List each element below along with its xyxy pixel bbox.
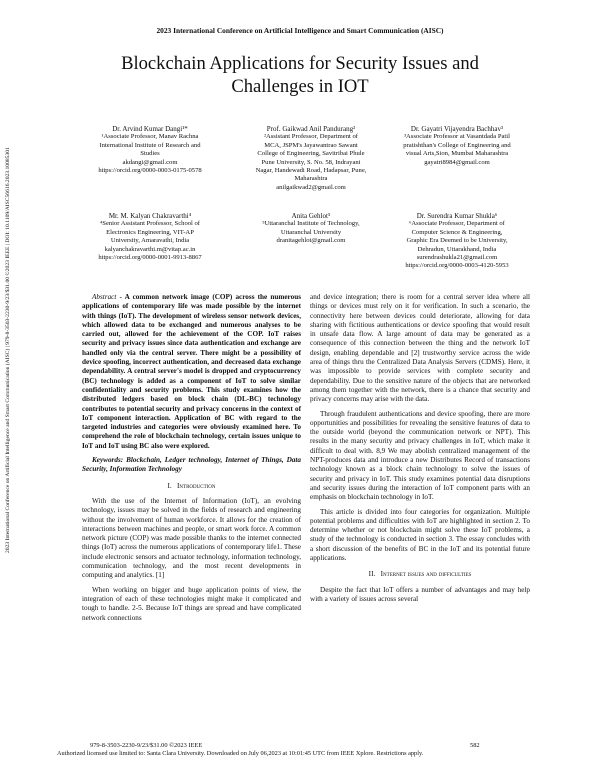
author-name: Anita Gehlot⁵ — [291, 212, 331, 220]
section-title: Introduction — [177, 481, 216, 490]
author-email: gayatri8984@gmail.com — [424, 158, 490, 166]
author-line: ¹Associate Professor, Manav Rachna — [101, 133, 199, 141]
abstract-label: Abstract — [92, 293, 117, 301]
author-email: surendrashukla21@gmail.com — [416, 254, 498, 262]
author-line: Graphic Era Deemed to be University, — [406, 237, 508, 245]
right-paragraph-3: This article is divided into four categories for organization. Multiple potential problems and difficulties with IoT are highlighted in section 2. To determine whether or not blockchain might solve these IoT problems, a study of the technology is conducted in section 3. The essay concludes with a short discussion of the benefits of BC in the IoT and its potential future applications. — [310, 507, 530, 563]
author-name: Dr. Surendra Kumar Shukla⁶ — [416, 212, 498, 220]
author-line: Nagar, Handewadi Road, Hadapsar, Pune, — [255, 167, 367, 175]
side-doi-strip: 2023 International Conference on Artificial Intelligence and Smart Communication (AISC) | 979-8-3503-2230-9/23/$31.00 ©2023 IEEE | DOI: 10.1109/AISC56616.2023.10085301 — [5, 147, 11, 553]
abstract — [82, 293, 301, 451]
title-line-1: Blockchain Applications for Security Issues and — [121, 53, 479, 74]
keywords-text: Blockchain, Ledger technology, Internet of Things, Data Security, Information Technology — [82, 456, 301, 474]
intro-paragraph-2: When working on bigger and huge application points of view, the integration of each of these technologies might make it complicated and tough to handle. 2-5. Because IoT things are spread and have complicated network connections — [82, 585, 301, 622]
author-block-1 — [70, 125, 230, 175]
author-block-2 — [236, 125, 386, 192]
author-line: ⁴Senior Assistant Professor, School of — [99, 220, 201, 228]
author-name: Dr. Arvind Kumar Dangi¹* — [112, 125, 188, 133]
author-line: Studies — [140, 150, 160, 158]
author-line: pratishthan's College of Engineering and — [403, 141, 511, 149]
author-line: International Institute of Research and — [99, 141, 201, 149]
author-name: Prof. Gaikwad Anil Pandurang² — [266, 125, 356, 133]
download-notice: Authorized licensed use limited to: Santa Clara University. Downloaded on July 06,2023 at 10:01:45 UTC from IEEE Xplore. Restrictions apply. — [57, 750, 424, 757]
author-email: kalyanchakravarthi.m@vitap.ac.in — [104, 245, 196, 253]
right-column — [310, 293, 530, 609]
author-orcid: https://orcid.org/0000-0003-0175-0578 — [98, 167, 202, 175]
author-line: ³Associate Professor at Vasantdada Patil — [404, 133, 510, 141]
section-title: Internet issues and difficulties — [380, 570, 472, 579]
intro-paragraph-1: With the use of the Internet of Information (IoT), an evolving technology, issues may be solved in the fields of research and engineering without the involvement of human workforce. It allows for the creation of interactions between machines and people, or smart work force. A common network picture (COP) was made possible thanks to the internet connected things (IoT) across the numerous applications of contemporary life1. These include electronic sensors and actuator technology, information technology, communication technology, and the most recent developments in computing and analytics. [1] — [82, 496, 301, 580]
author-line: Computer Science & Engineering, — [411, 228, 503, 236]
section-1-heading — [82, 482, 301, 491]
left-column — [82, 293, 301, 628]
right-paragraph-2: Through fraudulent authentications and device spoofing, there are more opportunities and possibilities for revealing the sensitive features of data to the outside world (beyond the communication network or NPT). This results in the many security and privacy challenges in IoT, which make it difficult to deal with. 8,9 We may abolish centralized management of the NPT-produces data and introduce a new Distributes Record of transactions technology known as a block chain technology to solve the issues of security and privacy in IoT. This study examines potential data disruptions and security issues during the interaction of IoT component parts with an emphasis on blockchain technology in IoT. — [310, 409, 530, 502]
footer-isbn: 979-8-3503-2230-9/23/$31.00 ©2023 IEEE — [90, 742, 203, 749]
author-line: Maharashtra — [294, 175, 328, 183]
author-block-3 — [382, 125, 532, 167]
author-name: Dr. Gayatri Vijayendra Bachhav³ — [410, 125, 504, 133]
author-line: College of Engineering, Savitribai Phule — [257, 150, 365, 158]
conference-header: 2023 International Conference on Artificial Intelligence and Smart Communication (AISC) — [156, 26, 444, 35]
author-email: akdangi@gmail.com — [122, 158, 178, 166]
section-number: II. — [368, 570, 376, 579]
section-2-heading — [310, 570, 530, 579]
right-paragraph-4: Despite the fact that IoT offers a number of advantages and may help with a variety of issues across several — [310, 585, 530, 603]
author-line: University, Amaravathi, India — [110, 237, 190, 245]
title-line-2: Challenges in IOT — [231, 76, 369, 97]
author-orcid: https://orcid.org/0000-0003-4120-5953 — [405, 262, 509, 270]
author-line: Pune University, S. No. 58, Indrayani — [261, 158, 361, 166]
author-block-5 — [236, 212, 386, 246]
author-line: ²Assistant Professor, Department of — [263, 133, 358, 141]
author-email: dranitagehlot@gmail.com — [276, 237, 346, 245]
author-name: Mr. M. Kalyan Chakravarthi⁴ — [108, 212, 192, 220]
author-line: MCA, JSPM's Jayawantrao Sawant — [264, 141, 358, 149]
author-line: ⁶Associate Professor, Department of — [409, 220, 505, 228]
keywords — [82, 456, 301, 475]
author-line: Uttaranchal University — [280, 228, 342, 236]
paper-title — [40, 52, 560, 98]
author-line: ⁵Uttaranchal Institute of Technology, — [262, 220, 360, 228]
author-email: anilgaikwad2@gmail.com — [276, 183, 346, 191]
author-block-6 — [382, 212, 532, 271]
keywords-label: Keywords: — [92, 456, 124, 465]
author-orcid: https://orcid.org/0000-0001-9913-8867 — [98, 254, 202, 262]
author-block-4 — [70, 212, 230, 262]
abstract-text: - A common network image (COP) across the numerous applications of contemporary life was made possible by the internet with things (IoT). The development of wireless sensor network devices, which allowed data to be exchanged and numerous analyses to be carried out, allowed for the achievement of the COP. IoT raises security and privacy issues since data authentication and exchange are handled only via the central server. There might be a possibility of device spoofing, incorrect authentication, and decreased data exchange dependability. A central server's model is dropped and cryptocurrency (BC) technology is added as a component of IoT to solve similar confidentiality and security problems. This study examines how the distributed ledgers based on block chain (DL-BC) technology contributes to potential security and privacy concerns in the context of IoT component interaction. Application of BC with regard to the targeted industries and categories were obviously examined here. To comprehend the role of blockchain technology, certain issues unique to IoT and IoT using BC also were explored. — [82, 293, 301, 450]
page-number: 582 — [470, 742, 480, 749]
author-line: Electronics Engineering, VIT-AP — [106, 228, 194, 236]
section-number: I. — [167, 481, 172, 490]
author-line: visual Arts,Sion, Mumbai Maharashtra — [405, 150, 509, 158]
author-line: Dehradun, Uttarakhand, India — [417, 245, 497, 253]
right-paragraph-1: and device integration; there is room for a central server idea where all things or devices must rely on it for verification. In such a scenario, the connectivity here between devices could deteriorate, allowing for data sharing with fictitious authentications or device spoofing that would result in unsafe data flow. A large amount of data may be generated as a consequence of this connection between the thing and the network IoT design, enabling dependable and [2] trustworthy service across the wide area of things thru the Centralized Data Analysis Servers (CDMS). Here, it was impossible to provide services with complete security and dependability. Due to the sensitive nature of the objects that are networked among them together with the network, there is a chance that security and privacy concerns may arise with the data. — [310, 293, 530, 404]
